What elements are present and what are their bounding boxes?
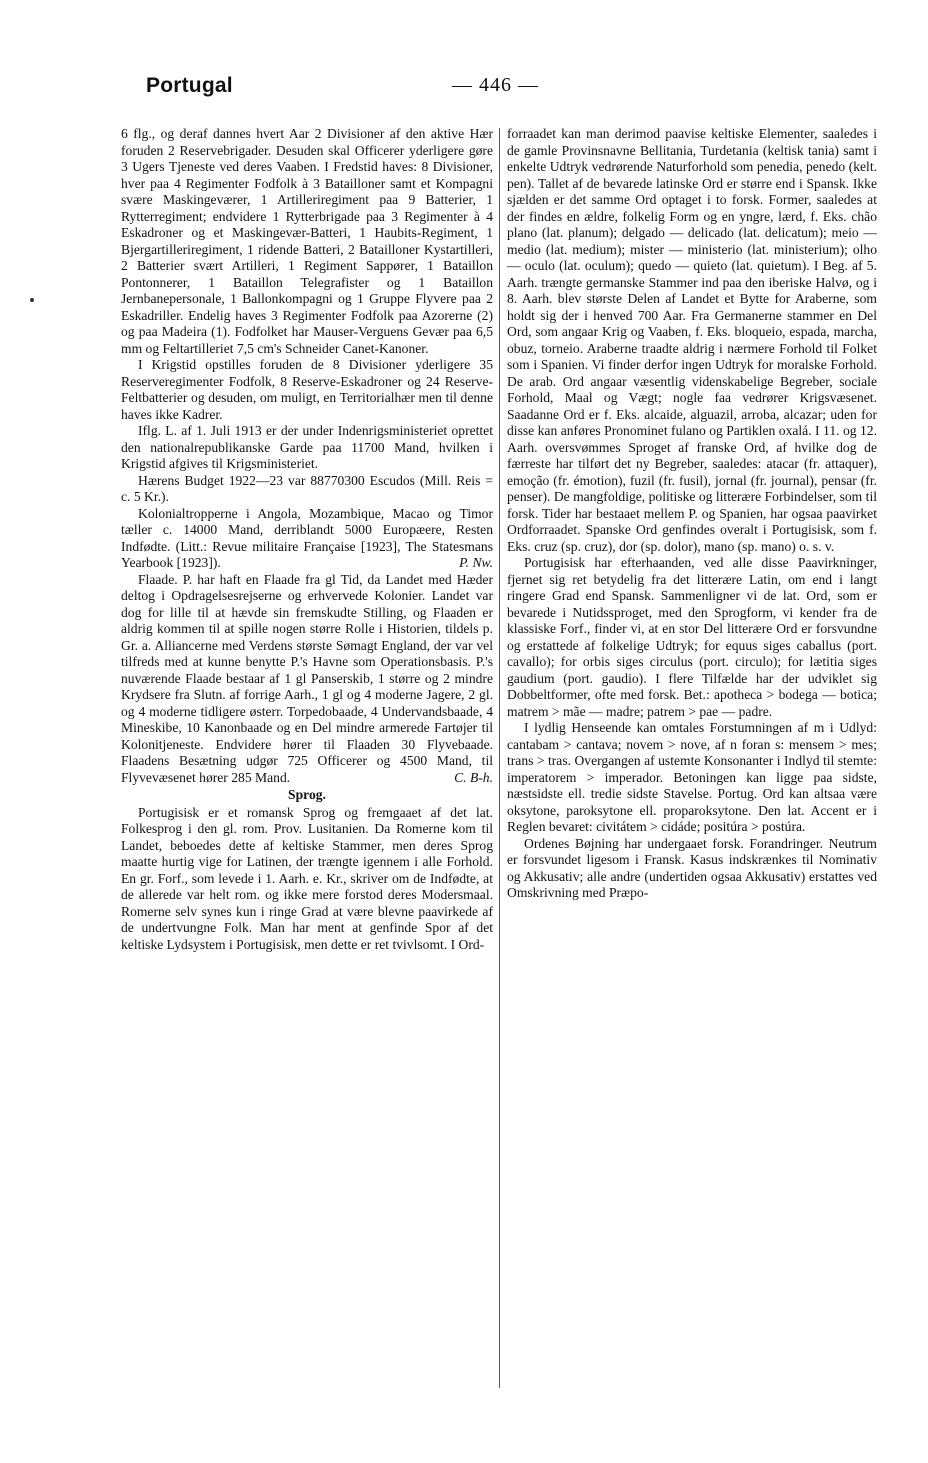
paragraph: I lydlig Henseende kan omtales Forstumningen af m i Udlyd: cantabam > cantava; novem > nove, af n foran s: mensem > mes; trans > tras. Overgangen af ustemte Konsonanter i Indlyd til stemte: imperatorem > imperador. Betoningen kan ligge paa sidste, næstsidste ell. tredie sidste Stavelse. Portug. Ord kan altsaa være oksytone, paroksytone ell. proparoksytone. Den lat. Accent er i Reglen bevaret: civitátem > cidáde; positúra > postúra.: [507, 720, 877, 834]
paragraph: Ordenes Bøjning har undergaaet forsk. Forandringer. Neutrum er forsvundet ligesom i Fransk. Kasus indskrænkes til Nominativ og Akkusativ; alle andre (undertiden ogsaa Akkusativ) erstattes ved Omskrivning med Præpo-: [507, 835, 877, 900]
paragraph: Portugisisk er et romansk Sprog og fremgaaet af det lat. Folkesprog i den gl. rom. Prov. Lusitanien. Da Romerne kom til Landet, beboedes dette af keltiske Stammer, men deres Sprog maatte hurtig vige for Latinen, der trængte igennem i alle Forhold. En gr. Forf., som levede i 1. Aarh. e. Kr., skriver om de Indfødte, at de allerede var helt rom. og ikke mere forstod deres Modersmaal. Romerne selv synes kun i ringe Grad at være blevne paavirkede af de undertvungne Folk. Man har ment at genfinde Spor af det keltiske Lydsystem i Portugisisk, men dette er ret tvivlsomt. I Ord-: [121, 804, 493, 952]
paragraph: [121, 572, 493, 787]
left-column: [121, 126, 493, 953]
author-signature: C. B-h.: [454, 769, 493, 785]
paragraph: Portugisisk har efterhaanden, ved alle disse Paavirkninger, fjernet sig ret betydelig fra det litterære Latin, om end i langt ringere Grad end Spansk. Sammenligner vi de lat. Ord, som er bevarede i Nutidssproget, med den Sprogform, vi kender fra de klassiske Forf., finder vi, at en stor Del litterære Ord er forsvundne og erstattede af folkelige Udtryk; for equus siges caballus (port. cavallo); for orbis siges circulus (port. circulo); for lætitia siges gaudium (port. gaudio). I flere Tilfælde har der udviklet sig Dobbeltformer, ofte med forsk. Bet.: apotheca > bodega — botica; matrem > mãe — madre; patrem > pae — padre.: [507, 555, 877, 719]
margin-mark: [30, 298, 34, 302]
paragraph-text: Flaade. P. har haft en Flaade fra gl Tid, da Landet med Hæder deltog i Opdragelsesrejserne og erhvervede Kolonier. Landet var dog for lille til at hævde sin fremskudte Stilling, og Flaaden er aldrig kommen til at spille nogen større Rolle i Historien, tildels p. Gr. a. Alliancerne med Verdens største Sømagt England, der var vel tilfreds med at kunne benytte P.'s Havne som Operationsbasis. P.'s nuværende Flaade bestaar af 1 gl Panserskib, 1 større og 2 mindre Krydsere fra Slutn. af forrige Aarh., 1 gl og 4 moderne Jagere, 2 gl. og 4 moderne tidligere østerr. Torpedobaade, 4 Undervandsbaade, 4 Mineskibe, 10 Kanonbaade og en Del mindre armerede Fartøjer til Kolonitjeneste. Endvidere hører til Flaaden 30 Flyvebaade. Flaadens Besætning udgør 725 Officerer og 4500 Mand, til Flyvevæsenet hører 285 Mand.: [121, 571, 493, 785]
paragraph-text: Kolonialtropperne i Angola, Mozambique, Macao og Timor tæller c. 14000 Mand, derriblandt 5000 Europæere, Resten Indfødte. (Litt.: Revue militaire Française [1923], The Statesmans Yearbook [1923]).: [121, 505, 493, 570]
paragraph: forraadet kan man derimod paavise keltiske Elementer, saaledes i de gamle Provinsnavne Bellitania, Turdetania (keltisk tania) samt i enkelte Udtryk vedrørende Naturforhold som penedia, penedo (kelt. pen). Tallet af de bevarede latinske Ord er større end i Spansk. Ikke sjælden er det samme Ord optaget i to forsk. Former, saaledes at der findes en ældre, folkelig Form og en yngre, lærd, f. Eks. chão plano (lat. planum); delgado — delicado (lat. delicatum); meio — medio (lat. medium); mister — ministerio (lat. ministerium); olho — oculo (lat. oculum); quedo — quieto (lat. quietum). I Beg. af 5. Aarh. trængte germanske Stammer ind paa den iberiske Halvø, og i 8. Aarh. blev største Delen af Landet et Bytte for Araberne, som holdt sig der i henved 700 Aar. Fra Germanerne stammer en Del Ord, som angaar Krig og Vaaben, f. Eks. bloqueio, espada, marcha, obuz, torneio. Araberne traadte aldrig i nærmere Forhold til Folket som i Spanien. Vi finder derfor ingen Udtryk for moralske Forhold. De arab. Ord angaar væsentlig videnskabelige Begreber, sociale Forhold, Maal og Vægt; nogle faa vedrører Krigsvæsenet. Saadanne Ord er f. Eks. alcaide, alguazil, arroba, alcazar; uden for disse kan anføres Pronominet fulano og Partiklen oxalá. I 11. og 12. Aarh. oversvømmes Sproget af franske Ord, af hvilke dog de færreste har tilført det ny Begreber, saaledes: atacar (fr. attaquer), emoção (fr. émotion), fuzil (fr. fusil), jornal (fr. journal), pensar (fr. penser). De mangfoldige, politiske og litterære Forbindelser, som til forsk. Tider har bestaaet mellem P. og Spanien, har ogsaa paavirket Ordforraadet. Spanske Ord genfindes overalt i Portugisisk, som f. Eks. cruz (sp. cruz), dor (sp. dolor), mano (sp. mano) o. s. v.: [507, 126, 877, 554]
column-divider: [499, 128, 500, 1388]
paragraph: 6 flg., og deraf dannes hvert Aar 2 Divisioner af den aktive Hær foruden 2 Reservebrigader. Desuden skal Officerer yderligere gøre 3 Ugers Tjeneste ved deres Vaaben. I Fredstid haves: 8 Divisioner, hver paa 4 Regimenter Fodfolk à 3 Batailloner samt et Kompagni svære Maskingeværer, 1 Artilleriregiment paa 9 Batterier, 1 Rytterregiment; endvidere 1 Rytterbrigade paa 3 Regimenter à 4 Eskadroner og et Maskingevær-Batteri, 1 Haubits-Regiment, 1 Bjergartilleriregiment, 1 ridende Batteri, 2 Batailloner Kystartilleri, 2 Batterier svært Artilleri, 1 Regiment Sappører, 1 Bataillon Pontonnerer, 1 Bataillon Telegrafister og 1 Bataillon Jernbanepersonale, 1 Ballonkompagni og 1 Gruppe Flyvere paa 2 Eskadriller. Endelig haves 3 Regimenter Fodfolk paa Azorerne (2) og paa Madeira (1). Fodfolket har Mauser-Verguens Gevær paa 6,5 mm og Feltartilleriet 7,5 cm's Schneider Canet-Kanoner.: [121, 126, 493, 356]
page-number: — 446 —: [452, 74, 539, 96]
author-signature: P. Nw.: [459, 555, 493, 570]
paragraph: Iflg. L. af 1. Juli 1913 er der under Indenrigsministeriet oprettet den nationalrepublikanske Garde paa 11700 Mand, hvilken i Krigstid afgives til Krigsministeriet.: [121, 423, 493, 471]
section-heading: Sprog.: [288, 787, 326, 802]
paragraph: I Krigstid opstilles foruden de 8 Divisioner yderligere 35 Reserveregimenter Fodfolk, 8 Reserve-Eskadroner og 24 Reserve-Feltbatterier og desuden, om muligt, en Territorialhær men til denne haves ikke Kadrer.: [121, 357, 493, 422]
running-title: Portugal: [146, 74, 233, 97]
paragraph: Hærens Budget 1922—23 var 88770300 Escudos (Mill. Reis = c. 5 Kr.).: [121, 472, 493, 504]
right-column: [507, 126, 877, 902]
paragraph: [121, 506, 493, 572]
